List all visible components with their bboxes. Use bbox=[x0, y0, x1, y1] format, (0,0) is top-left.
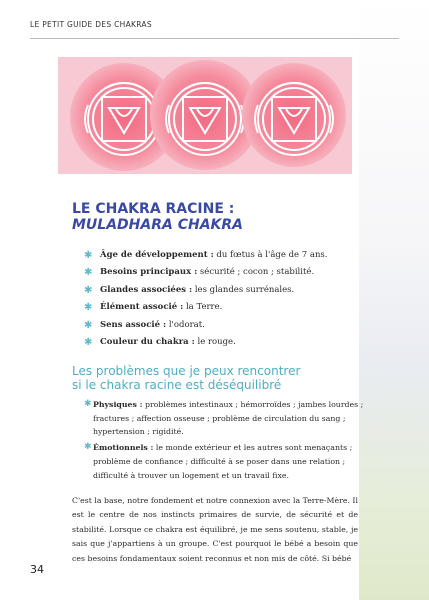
asterisk-icon: ✱ bbox=[84, 267, 93, 279]
header-rule bbox=[30, 38, 399, 39]
chakra-symbols-illustration bbox=[58, 57, 352, 174]
characteristic-label: Glandes associées : bbox=[100, 284, 193, 295]
problem-text: problèmes intestinaux ; hémorroïdes ; jambes lourdes ; fractures ; affection osseuse ; problème de circulation du sang ; hypertension ; rigidité. bbox=[93, 400, 364, 437]
characteristic-label: Couleur du chakra : bbox=[100, 337, 195, 348]
problem-text: le monde extérieur et les autres sont menaçants ; problème de confiance ; difficulté à se poser dans une relation ; difficulté à trouver un logement et un travail fixe. bbox=[93, 443, 353, 480]
asterisk-icon: ✱ bbox=[84, 319, 93, 331]
characteristic-value: l'odorat. bbox=[166, 319, 205, 330]
asterisk-icon: ✱ bbox=[84, 284, 93, 296]
asterisk-icon: ✱ bbox=[84, 337, 93, 349]
chakra-symbol-3-icon bbox=[242, 63, 346, 167]
characteristic-value: la Terre. bbox=[183, 302, 223, 313]
characteristic-value: le rouge. bbox=[194, 337, 236, 348]
page-number: 34 bbox=[30, 563, 44, 576]
list-item bbox=[84, 317, 328, 334]
problems-heading bbox=[72, 364, 300, 392]
chakra-title bbox=[72, 201, 243, 233]
page-edge-gradient bbox=[359, 0, 429, 600]
chakra-title-line2: MULADHARA CHAKRA bbox=[72, 217, 244, 233]
problems-heading-line1: Les problèmes que je peux rencontrer bbox=[72, 364, 301, 378]
list-item bbox=[84, 299, 328, 316]
characteristic-label: Besoins principaux : bbox=[100, 267, 198, 278]
characteristic-value: du fœtus à l'âge de 7 ans. bbox=[213, 250, 328, 260]
asterisk-icon: ✱ bbox=[84, 442, 92, 453]
list-item bbox=[84, 441, 368, 482]
list-item bbox=[84, 282, 328, 299]
characteristic-label: Sens associé : bbox=[100, 319, 167, 330]
asterisk-icon: ✱ bbox=[84, 399, 92, 409]
characteristics-list bbox=[84, 247, 328, 351]
list-item bbox=[84, 334, 328, 351]
chakra-banner bbox=[58, 57, 352, 174]
list-item bbox=[84, 247, 328, 264]
asterisk-icon: ✱ bbox=[84, 250, 93, 261]
list-item bbox=[84, 398, 368, 439]
characteristic-label: Élément associé : bbox=[100, 302, 184, 313]
characteristic-label: Âge de développement : bbox=[100, 250, 214, 260]
characteristic-value: sécurité ; cocon ; stabilité. bbox=[197, 267, 315, 278]
characteristic-value: les glandes surrénales. bbox=[192, 284, 295, 295]
problem-label: Émotionnels : bbox=[93, 443, 154, 453]
problem-label: Physiques : bbox=[93, 400, 143, 409]
chakra-title-line1: LE CHAKRA RACINE : bbox=[72, 201, 235, 217]
running-header: LE PETIT GUIDE DES CHAKRAS bbox=[30, 20, 152, 29]
problems-list bbox=[84, 398, 368, 484]
problems-heading-line2: si le chakra racine est déséquilibré bbox=[72, 378, 282, 392]
asterisk-icon: ✱ bbox=[84, 302, 93, 314]
body-paragraph: C'est la base, notre fondement et notre connexion avec la Terre-Mère. Il est le centre de nos instincts primaires de survie, de sécurité et de stabilité. Lorsque ce chakra est équilibré, je me sens soutenu, stable, je sais que j'appartiens à un groupe. C'est pourquoi le bébé a besoin que ces besoins fondamentaux soient reconnus et non mis de côté. Si bébé bbox=[72, 496, 358, 563]
list-item bbox=[84, 264, 328, 281]
